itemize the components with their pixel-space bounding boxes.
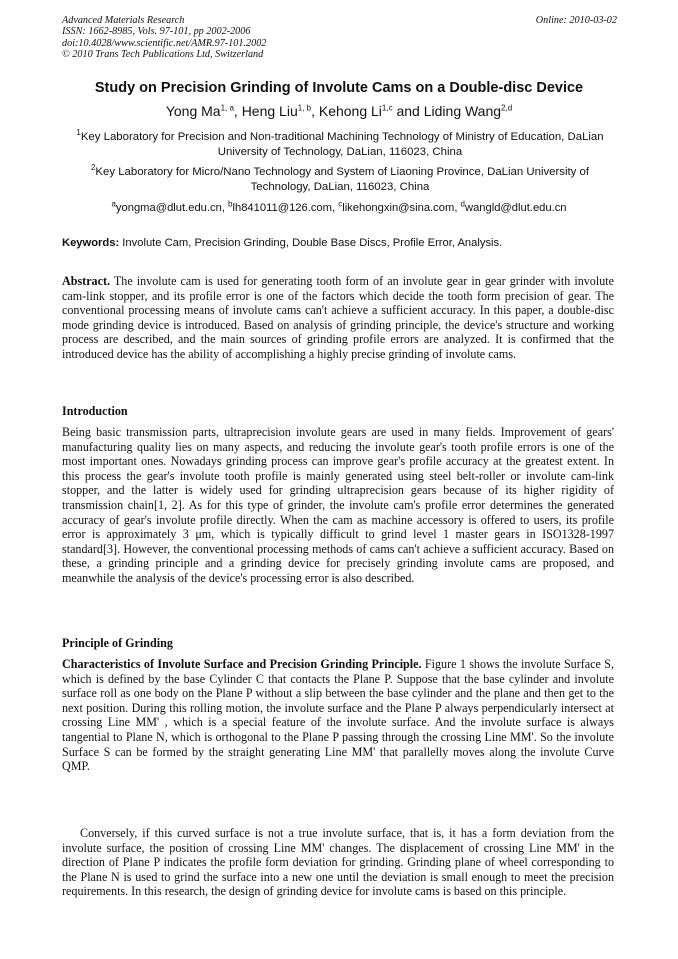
email-mark: a (111, 199, 116, 209)
author-name: Liding Wang (423, 103, 502, 119)
author-list (0, 103, 678, 119)
paper-title: Study on Precision Grinding of Involute Cams on a Double-disc Device (94, 80, 584, 96)
section-heading-introduction: Introduction (62, 404, 128, 418)
email-address: likehongxin@sina.com (342, 202, 455, 214)
affiliation-2 (62, 165, 618, 195)
affiliation-number: 2 (90, 163, 96, 173)
author-name: Kehong Li (318, 103, 382, 119)
introduction-paragraph: Being basic transmission parts, ultraprecision involute gears are used in many fields. Improvement of gears' manufacturing quality lies on many aspects, and reducing the involute gear's tooth profile errors is one of the most important ones. Nowadays grinding process can improve gear's profile accuracy at the greatest extent. In this process the gear's involute tooth profile is mainly generated using steel belt-roller or involute cam-link stopper, and the latter is widely used for grinding ultraprecision gears because of its higher rigidity of transmission chain[1, 2]. As for this type of grinder, the involute cam's profile error determines the generated accuracy of gear's involute profile directly. When the cam as machine accessory is offered to users, its profile error is approximately 3 μm, which is typically difficult to grind level 1 master gears in ISO1328-1997 standard[3]. However, the conventional processing methods of cams can't achieve a sufficient accuracy. Based on these, a grinding principle and a grinding device for precisely grinding involute cams are proposed, and meanwhile the analysis of the device's processing error is also described. (62, 425, 614, 585)
email-address: wangld@dlut.edu.cn (464, 202, 567, 214)
copyright-line: © 2010 Trans Tech Publications Ltd, Switzerland (62, 49, 264, 61)
author-name: Heng Liu (241, 103, 298, 119)
email-address: lh841011@126.com (232, 202, 332, 214)
author-separator: and (392, 103, 424, 119)
abstract (62, 274, 614, 362)
affiliation-text: Key Laboratory for Micro/Nano Technology and System of Liaoning Province, DaLian University of Technology, DaLian, 116023, China (95, 166, 590, 193)
email-list: $^a$yongma@dlut.edu.cn, $^b$lh841011@126.com, $^c$likehongxin@sina.com, $^d$wangld@dlut.edu.cn (111, 199, 567, 214)
abstract-label: Abstract. (62, 274, 111, 288)
author-affiliation-mark: 2,d (501, 103, 513, 113)
author-affiliation-mark: 1, b (297, 103, 312, 113)
paragraph-text: Figure 1 shows the involute Surface S, which is defined by the base Cylinder C that contacts the Plane P. Suppose that the base cylinder and involute surface roll as one body on the Plane P without a slip between the base cylinder and the plane and then get to the next position. During this rolling motion, the involute surface and the Plane P always perpendicularly intersect at crossing Line MM' , which is a special feature of the involute surface. And the involute surface is always tangential to Plane N, which is orthogonal to the Plane P passing through the crossing Line MM'. So the involute Surface S can be formed by the straight generating Line MM' that parallelly moves along the involute Curve QMP. (62, 657, 614, 774)
keywords (62, 237, 618, 249)
journal-name: Advanced Materials Research (62, 15, 185, 26)
abstract-text: The involute cam is used for generating tooth form of an involute gear in gear grinder with involute cam-link stopper, and its profile error is one of the factors which decide the tooth form precision of gear. The conventional processing means of involute cams can't achieve a sufficient accuracy. In this paper, a double-disc mode grinding device is introduced. Based on analysis of grinding principle, the device's structure and working process are described, and the main sources of grinding profile errors are analyzed. It is confirmed that the introduced device has the ability of accomplishing a highly precise grinding of involute cams. (62, 274, 614, 361)
author-name: Yong Ma (165, 103, 221, 119)
email-mark: c (338, 199, 343, 209)
email-address: yongma@dlut.edu.cn (115, 202, 222, 214)
affiliation-text: Key Laboratory for Precision and Non-traditional Machining Technology of Ministry of Education, DaLian University of Technology, DaLian, 116023, China (80, 131, 604, 158)
subsection-lead: Characteristics of Involute Surface and Precision Grinding Principle. (62, 657, 422, 671)
author-affiliation-mark: 1,c (381, 103, 393, 113)
keywords-text: Involute Cam, Precision Grinding, Double Base Discs, Profile Error, Analysis. (119, 237, 503, 249)
principle-paragraph-2: Conversely, if this curved surface is not a true involute surface, that is, it has a form deviation from the involute surface, the position of crossing Line MM' changes. The displacement of crossing Line MM' in the direction of Plane P indicates the profile form deviation for grinding. Grinding plane of wheel corresponding to the Plane N is used to grind the surface into a new one until the deviation is small enough to meet the precision requirements. In this research, the design of grinding device for involute cams is based on this principle. (62, 826, 614, 899)
keywords-label: Keywords: (62, 237, 120, 249)
affiliation-number: 1 (76, 128, 81, 138)
author-affiliation-mark: 1, a (220, 103, 234, 113)
issn-line: ISSN: 1662-8985, Vols. 97-101, pp 2002-2006 (62, 26, 251, 38)
affiliation-1 (62, 130, 618, 160)
principle-paragraph-1 (62, 657, 614, 774)
email-mark: d (460, 199, 465, 209)
author-separator: , (311, 103, 319, 119)
author-separator: , (233, 103, 242, 119)
email-mark: b (228, 199, 233, 209)
running-header (62, 15, 617, 61)
doi-line: doi:10.4028/www.scientific.net/AMR.97-101.2002 (62, 37, 267, 49)
section-heading-principle: Principle of Grinding (62, 636, 173, 650)
online-date: Online: 2010-03-02 (535, 15, 617, 26)
